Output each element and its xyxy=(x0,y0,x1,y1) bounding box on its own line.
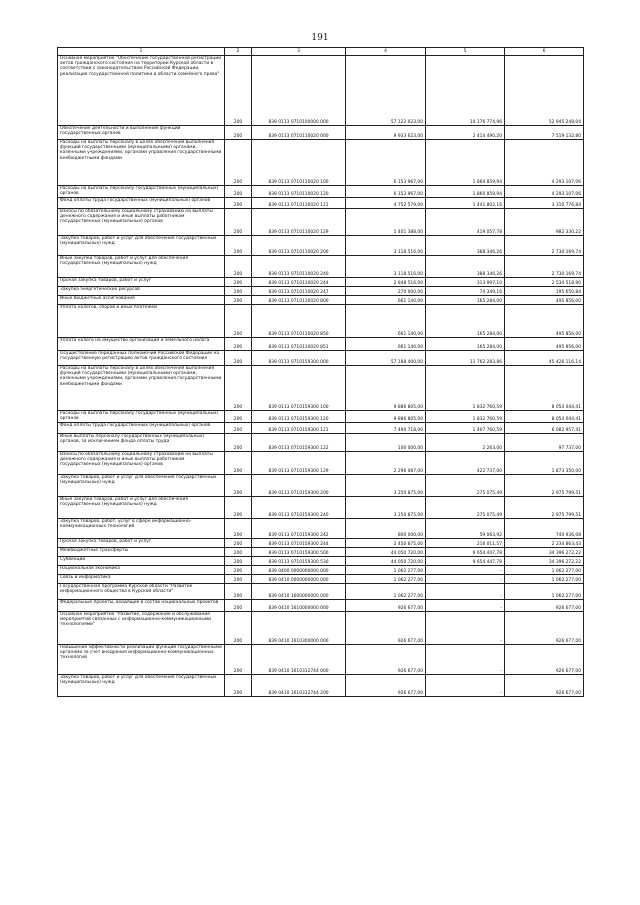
row-code-cell: 200 xyxy=(225,497,252,519)
classification-code-cell: 839 0113 0710100000 000 xyxy=(252,56,346,126)
table-row xyxy=(58,566,584,575)
row-code-cell: 200 xyxy=(225,209,252,236)
executed-amount-cell: 165 284,00 xyxy=(426,305,505,338)
executed-amount-cell: 165 284,00 xyxy=(426,338,505,351)
unexecuted-amount-cell: 195 650,84 xyxy=(505,287,584,296)
classification-code-cell: 839 0113 0710110020 000 xyxy=(252,126,346,140)
row-name-cell: Расходы на выплаты персоналу в целях обеспечения выполнения функций государственными (муниципальными) органами, казенными учреждениями, органами управления государственными внебюджетными фондами xyxy=(58,140,225,186)
row-name-cell: Закупка товаров, работ и услуг для обеспечения государственных (муниципальных) нужд xyxy=(58,236,225,256)
approved-amount-cell: 57 122 023,00 xyxy=(346,56,426,126)
approved-amount-cell: 44 050 720,00 xyxy=(346,548,426,557)
row-code-cell: 200 xyxy=(225,645,252,675)
executed-amount-cell: 313 997,10 xyxy=(426,278,505,287)
classification-code-cell: 839 0113 0710159300 200 xyxy=(252,475,346,497)
column-number-header: 3 xyxy=(252,48,346,56)
row-code-cell: 200 xyxy=(225,519,252,539)
unexecuted-amount-cell: 2 975 799,51 xyxy=(505,497,584,519)
table-row xyxy=(58,351,584,366)
unexecuted-amount-cell: 8 054 044,41 xyxy=(505,411,584,423)
approved-amount-cell: 661 140,00 xyxy=(346,296,426,305)
table-row xyxy=(58,287,584,296)
row-name-cell: Уплата налога на имущество организаций и земельного налога xyxy=(58,338,225,351)
unexecuted-amount-cell: 1 062 277,00 xyxy=(505,584,584,600)
row-name-cell: Закупка энергетических ресурсов xyxy=(58,287,225,296)
table-row xyxy=(58,411,584,423)
row-name-cell: Прочая закупка товаров, работ и услуг xyxy=(58,278,225,287)
unexecuted-amount-cell: 3 310 776,84 xyxy=(505,198,584,209)
executed-amount-cell: 1 441 802,16 xyxy=(426,198,505,209)
row-name-cell: Закупка товаров, работ и услуг для обеспечения государственных (муниципальных) нужд xyxy=(58,475,225,497)
unexecuted-amount-cell: 2 730 169,74 xyxy=(505,256,584,278)
table-row xyxy=(58,209,584,236)
row-name-cell: Осуществление переданных полномочий Российской Федерации на государственную регистрацию актов гражданского состояния xyxy=(58,351,225,366)
executed-amount-cell: - xyxy=(426,612,505,645)
executed-amount-cell: - xyxy=(426,675,505,697)
approved-amount-cell: 2 296 087,00 xyxy=(346,452,426,475)
approved-amount-cell: 1 062 277,00 xyxy=(346,575,426,584)
table-row xyxy=(58,305,584,338)
table-row xyxy=(58,675,584,697)
unexecuted-amount-cell: 495 856,00 xyxy=(505,338,584,351)
classification-code-cell: 839 0410 1610312744 200 xyxy=(252,675,346,697)
unexecuted-amount-cell: 1 873 350,00 xyxy=(505,452,584,475)
approved-amount-cell: 7 490 718,00 xyxy=(346,423,426,434)
approved-amount-cell: 44 050 720,00 xyxy=(346,557,426,566)
approved-amount-cell: 9 886 805,00 xyxy=(346,366,426,411)
row-code-cell: 200 xyxy=(225,287,252,296)
row-name-cell: Федеральные проекты, входящие в состав национальных проектов xyxy=(58,600,225,612)
unexecuted-amount-cell: 2 234 863,43 xyxy=(505,539,584,548)
row-name-cell: Расходы на выплаты персоналу государственных (муниципальных) органов xyxy=(58,186,225,198)
executed-amount-cell: 2 263,00 xyxy=(426,434,505,452)
executed-amount-cell: - xyxy=(426,566,505,575)
executed-amount-cell: 1 407 760,59 xyxy=(426,423,505,434)
approved-amount-cell: 1 062 277,00 xyxy=(346,566,426,575)
unexecuted-amount-cell: 45 426 116,14 xyxy=(505,351,584,366)
unexecuted-amount-cell: 982 330,22 xyxy=(505,209,584,236)
executed-amount-cell: 388 346,26 xyxy=(426,256,505,278)
table-row xyxy=(58,140,584,186)
table-row xyxy=(58,475,584,497)
classification-code-cell: 839 0113 0710159300 100 xyxy=(252,366,346,411)
budget-execution-table xyxy=(57,47,584,697)
row-code-cell: 200 xyxy=(225,434,252,452)
approved-amount-cell: 6 153 967,00 xyxy=(346,186,426,198)
column-number-header: 5 xyxy=(426,48,505,56)
table-row xyxy=(58,557,584,566)
row-code-cell: 200 xyxy=(225,351,252,366)
unexecuted-amount-cell: 34 396 272,22 xyxy=(505,548,584,557)
classification-code-cell: 839 0113 0710159300 242 xyxy=(252,519,346,539)
row-code-cell: 200 xyxy=(225,452,252,475)
unexecuted-amount-cell: 4 293 107,06 xyxy=(505,140,584,186)
executed-amount-cell: 1 832 760,59 xyxy=(426,411,505,423)
table-row xyxy=(58,645,584,675)
classification-code-cell: 839 0113 0710159300 121 xyxy=(252,423,346,434)
classification-code-cell: 839 0113 0710110020 200 xyxy=(252,236,346,256)
executed-amount-cell: 216 011,57 xyxy=(426,539,505,548)
executed-amount-cell: 59 063,92 xyxy=(426,519,505,539)
row-name-cell: Иные выплаты персоналу государственных (муниципальных) органов, за исключением фонда оплаты труда xyxy=(58,434,225,452)
row-code-cell: 200 xyxy=(225,584,252,600)
row-code-cell: 200 xyxy=(225,423,252,434)
classification-code-cell: 839 0113 0710159300 000 xyxy=(252,351,346,366)
executed-amount-cell: 165 284,00 xyxy=(426,296,505,305)
executed-amount-cell: 11 762 283,86 xyxy=(426,351,505,366)
row-name-cell: Основное мероприятие "Обеспечение государственной регистрации актов гражданского состояния на территории Курской области в соответствии с законодательством Российской Федерации, реализация государственной политики в области семейного права" xyxy=(58,56,225,126)
approved-amount-cell: 3 250 875,00 xyxy=(346,497,426,519)
row-name-cell: Расходы на выплаты персоналу государственных (муниципальных) органов xyxy=(58,411,225,423)
executed-amount-cell: 388 346,26 xyxy=(426,236,505,256)
classification-code-cell: 839 0113 0710110020 851 xyxy=(252,338,346,351)
classification-code-cell: 839 0113 0710159300 530 xyxy=(252,557,346,566)
row-name-cell: Взносы по обязательному социальному страхованию на выплаты денежного содержания и иные выплаты работникам государственных (муниципальных) органов xyxy=(58,452,225,475)
row-code-cell: 200 xyxy=(225,366,252,411)
unexecuted-amount-cell: 6 082 957,41 xyxy=(505,423,584,434)
row-name-cell: Уплата налогов, сборов и иных платежей xyxy=(58,305,225,338)
classification-code-cell: 839 0113 0710110020 121 xyxy=(252,198,346,209)
classification-code-cell: 839 0113 0710159300 500 xyxy=(252,548,346,557)
classification-code-cell: 839 0113 0710110020 247 xyxy=(252,287,346,296)
classification-code-cell: 839 0410 1610312744 000 xyxy=(252,645,346,675)
table-row xyxy=(58,452,584,475)
executed-amount-cell: 1 832 760,59 xyxy=(426,366,505,411)
row-name-cell: Связь и информатика xyxy=(58,575,225,584)
unexecuted-amount-cell: 52 945 248,04 xyxy=(505,56,584,126)
approved-amount-cell: 661 140,00 xyxy=(346,338,426,351)
unexecuted-amount-cell: 2 730 169,74 xyxy=(505,236,584,256)
row-code-cell: 200 xyxy=(225,236,252,256)
unexecuted-amount-cell: 926 677,00 xyxy=(505,645,584,675)
approved-amount-cell: 926 677,00 xyxy=(346,645,426,675)
approved-amount-cell: 2 450 875,00 xyxy=(346,539,426,548)
row-code-cell: 200 xyxy=(225,475,252,497)
executed-amount-cell: 14 176 774,96 xyxy=(426,56,505,126)
table-row xyxy=(58,497,584,519)
row-code-cell: 200 xyxy=(225,575,252,584)
row-code-cell: 200 xyxy=(225,126,252,140)
unexecuted-amount-cell: 97 737,00 xyxy=(505,434,584,452)
unexecuted-amount-cell: 4 293 107,06 xyxy=(505,186,584,198)
table-row xyxy=(58,236,584,256)
executed-amount-cell: 2 414 490,20 xyxy=(426,126,505,140)
row-code-cell: 200 xyxy=(225,256,252,278)
executed-amount-cell: 422 737,00 xyxy=(426,452,505,475)
executed-amount-cell: 275 075,49 xyxy=(426,497,505,519)
column-number-header-row xyxy=(58,48,584,56)
table-row xyxy=(58,548,584,557)
approved-amount-cell: 3 250 875,00 xyxy=(346,475,426,497)
classification-code-cell: 839 0410 0000000000 000 xyxy=(252,575,346,584)
classification-code-cell: 839 0113 0710110020 120 xyxy=(252,186,346,198)
column-number-header: 2 xyxy=(225,48,252,56)
classification-code-cell: 839 0400 0000000000 000 xyxy=(252,566,346,575)
row-code-cell: 200 xyxy=(225,411,252,423)
table-row xyxy=(58,256,584,278)
row-code-cell: 200 xyxy=(225,675,252,697)
approved-amount-cell: 1 401 388,00 xyxy=(346,209,426,236)
table-row xyxy=(58,126,584,140)
table-row xyxy=(58,519,584,539)
classification-code-cell: 839 0113 0710110020 850 xyxy=(252,305,346,338)
unexecuted-amount-cell: 7 519 132,80 xyxy=(505,126,584,140)
approved-amount-cell: 9 886 805,00 xyxy=(346,411,426,423)
row-name-cell: Субвенции xyxy=(58,557,225,566)
unexecuted-amount-cell: 2 534 518,90 xyxy=(505,278,584,287)
classification-code-cell: 839 0113 0710110020 244 xyxy=(252,278,346,287)
row-name-cell: Взносы по обязательному социальному страхованию на выплаты денежного содержания и иные выплаты работникам государственных (муниципальных) органов xyxy=(58,209,225,236)
row-code-cell: 200 xyxy=(225,548,252,557)
approved-amount-cell: 661 140,00 xyxy=(346,305,426,338)
executed-amount-cell: - xyxy=(426,584,505,600)
approved-amount-cell: 3 118 516,00 xyxy=(346,236,426,256)
unexecuted-amount-cell: 34 396 272,22 xyxy=(505,557,584,566)
executed-amount-cell: 9 654 447,78 xyxy=(426,557,505,566)
approved-amount-cell: 926 677,00 xyxy=(346,600,426,612)
unexecuted-amount-cell: 1 062 277,00 xyxy=(505,566,584,575)
row-name-cell: Расходы на выплаты персоналу в целях обеспечения выполнения функций государственными (муниципальными) органами, казенными учреждениями, органами управления государственными внебюджетными фондами xyxy=(58,366,225,411)
table-row xyxy=(58,198,584,209)
row-name-cell: Фонд оплаты труда государственных (муниципальных) органов xyxy=(58,198,225,209)
table-row xyxy=(58,539,584,548)
approved-amount-cell: 4 752 579,00 xyxy=(346,198,426,209)
approved-amount-cell: 57 188 400,00 xyxy=(346,351,426,366)
executed-amount-cell: - xyxy=(426,645,505,675)
classification-code-cell: 839 0113 0710159300 244 xyxy=(252,539,346,548)
row-code-cell: 200 xyxy=(225,566,252,575)
unexecuted-amount-cell: 926 677,00 xyxy=(505,675,584,697)
row-code-cell: 200 xyxy=(225,557,252,566)
table-row xyxy=(58,56,584,126)
table-row xyxy=(58,423,584,434)
row-name-cell: Прочая закупка товаров, работ и услуг xyxy=(58,539,225,548)
approved-amount-cell: 800 000,00 xyxy=(346,519,426,539)
executed-amount-cell: 419 057,78 xyxy=(426,209,505,236)
row-code-cell: 200 xyxy=(225,296,252,305)
unexecuted-amount-cell: 740 936,08 xyxy=(505,519,584,539)
classification-code-cell: 839 0410 1610300000 000 xyxy=(252,612,346,645)
approved-amount-cell: 270 000,00 xyxy=(346,287,426,296)
column-number-header: 4 xyxy=(346,48,426,56)
classification-code-cell: 839 0113 0710110020 240 xyxy=(252,256,346,278)
row-name-cell: Повышение эффективности реализации функций государственными органами за счет внедрения информационно-коммуникационных технологий xyxy=(58,645,225,675)
executed-amount-cell: - xyxy=(426,575,505,584)
classification-code-cell: 839 0113 0710110020 100 xyxy=(252,140,346,186)
table-row xyxy=(58,278,584,287)
classification-code-cell: 839 0113 0710110020 800 xyxy=(252,296,346,305)
row-name-cell: Обеспечение деятельности и выполнение функций государственных органов xyxy=(58,126,225,140)
classification-code-cell: 839 0113 0710159300 129 xyxy=(252,452,346,475)
unexecuted-amount-cell: 926 677,00 xyxy=(505,600,584,612)
column-number-header: 1 xyxy=(58,48,225,56)
row-code-cell: 200 xyxy=(225,600,252,612)
row-code-cell: 200 xyxy=(225,612,252,645)
table-row xyxy=(58,584,584,600)
row-name-cell: Национальная экономика xyxy=(58,566,225,575)
row-name-cell: Закупка товаров, работ, услуг в сфере информационно-коммуникационных технологий xyxy=(58,519,225,539)
row-name-cell: Государственная программа Курской области "Развитие информационного общества в Курской области" xyxy=(58,584,225,600)
unexecuted-amount-cell: 8 054 044,41 xyxy=(505,366,584,411)
classification-code-cell: 839 0113 0710110020 129 xyxy=(252,209,346,236)
approved-amount-cell: 6 153 967,00 xyxy=(346,140,426,186)
approved-amount-cell: 1 062 277,00 xyxy=(346,584,426,600)
executed-amount-cell: - xyxy=(426,600,505,612)
executed-amount-cell: 1 860 859,94 xyxy=(426,186,505,198)
table-row xyxy=(58,296,584,305)
column-number-header: 6 xyxy=(505,48,584,56)
classification-code-cell: 839 0410 1610000000 000 xyxy=(252,600,346,612)
page-number: 191 xyxy=(311,33,329,43)
row-code-cell: 200 xyxy=(225,140,252,186)
row-name-cell: Основное мероприятие "Развитие, содержание и обслуживание мероприятий связанных с информационно-коммуникационными технологиями" xyxy=(58,612,225,645)
row-code-cell: 200 xyxy=(225,56,252,126)
classification-code-cell: 839 0113 0710159300 122 xyxy=(252,434,346,452)
executed-amount-cell: 275 075,49 xyxy=(426,475,505,497)
row-code-cell: 200 xyxy=(225,338,252,351)
row-name-cell: Иные закупки товаров, работ и услуг для обеспечения государственных (муниципальных) нужд xyxy=(58,256,225,278)
executed-amount-cell: 74 349,16 xyxy=(426,287,505,296)
row-name-cell: Иные бюджетные ассигнования xyxy=(58,296,225,305)
executed-amount-cell: 9 654 447,78 xyxy=(426,548,505,557)
executed-amount-cell: 1 860 859,94 xyxy=(426,140,505,186)
table-row xyxy=(58,366,584,411)
table-row xyxy=(58,434,584,452)
approved-amount-cell: 2 848 516,00 xyxy=(346,278,426,287)
approved-amount-cell: 100 000,00 xyxy=(346,434,426,452)
row-code-cell: 200 xyxy=(225,305,252,338)
row-name-cell: Закупка товаров, работ и услуг для обеспечения государственных (муниципальных) нужд xyxy=(58,675,225,697)
unexecuted-amount-cell: 1 062 277,00 xyxy=(505,575,584,584)
approved-amount-cell: 926 677,00 xyxy=(346,675,426,697)
row-code-cell: 200 xyxy=(225,539,252,548)
table-row xyxy=(58,186,584,198)
approved-amount-cell: 9 933 623,00 xyxy=(346,126,426,140)
row-name-cell: Фонд оплаты труда государственных (муниципальных) органов xyxy=(58,423,225,434)
classification-code-cell: 839 0113 0710159300 120 xyxy=(252,411,346,423)
unexecuted-amount-cell: 495 856,00 xyxy=(505,296,584,305)
approved-amount-cell: 3 118 516,00 xyxy=(346,256,426,278)
row-code-cell: 200 xyxy=(225,186,252,198)
table-row xyxy=(58,575,584,584)
row-name-cell: Иные закупки товаров, работ и услуг для обеспечения государственных (муниципальных) нужд xyxy=(58,497,225,519)
table-row xyxy=(58,600,584,612)
unexecuted-amount-cell: 2 975 799,51 xyxy=(505,475,584,497)
row-name-cell: Межбюджетные трансферты xyxy=(58,548,225,557)
row-code-cell: 200 xyxy=(225,198,252,209)
row-code-cell: 200 xyxy=(225,278,252,287)
table-row xyxy=(58,612,584,645)
unexecuted-amount-cell: 495 856,00 xyxy=(505,305,584,338)
classification-code-cell: 839 0113 0710159300 240 xyxy=(252,497,346,519)
approved-amount-cell: 926 677,00 xyxy=(346,612,426,645)
unexecuted-amount-cell: 926 677,00 xyxy=(505,612,584,645)
classification-code-cell: 839 0410 1600000000 000 xyxy=(252,584,346,600)
table-row xyxy=(58,338,584,351)
